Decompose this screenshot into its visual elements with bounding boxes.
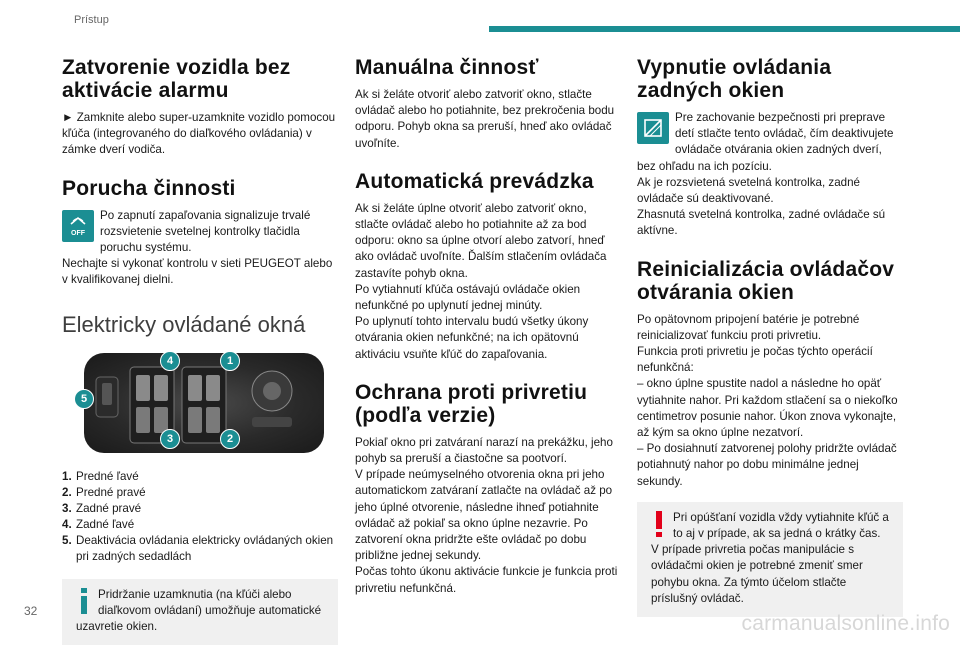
header-accent-bar xyxy=(489,26,960,32)
paragraph-interval: Po uplynutí tohto intervalu budú všetky úkony otvárania okien nefunkčné; na ich opätovnú aktiváciu vsuňte kľúč do zapaľovania. xyxy=(355,315,589,361)
paragraph-anti-pinch: Pokiaľ okno pri zatváraní narazí na prekážku, jeho pohyb sa preruší a čiastočne sa pootvorí. xyxy=(355,435,613,466)
paragraph-reinit-4: – Po dosiahnutí zatvorenej polohy pridržte ovládač potiahnutý nahor po dobu minimálne jednej sekundy. xyxy=(637,442,897,488)
callout-5: 5 xyxy=(74,389,94,409)
watermark: carmanualsonline.info xyxy=(741,612,950,635)
paragraph-anti-pinch-2: V prípade neúmyselného otvorenia okna pri jeho automatickom zatváraní zatlačte na ovládač až po jeho úplné otvorenie, následne ihneď potiahnite ovládač až pokiaľ sa okno úplne nezavrie. Po zatvorení okna pridržte ešte ovládač po dobu približne jednej sekundy. xyxy=(355,468,613,563)
paragraph-malfunction-check: Nechajte si vykonať kontrolu v sieti PEUGEOT alebo v kvalifikovanej dielni. xyxy=(62,257,333,287)
column-2 xyxy=(355,56,623,597)
warning-note xyxy=(637,502,903,617)
warning-text: Pri opúšťaní vozidla vždy vytiahnite kľúč a to aj v prípade, ak sa jedná o krátky čas. xyxy=(673,510,889,541)
warning-icon xyxy=(651,510,667,538)
paragraph-automatic-operation: Ak si želáte úplne otvoriť alebo zatvoriť okno, stlačte ovládač alebo ho potiahnite až za bod odporu: okno sa úplne otvorí alebo zatvorí, hneď ako ovládač uvoľníte. Ďalším stlačením ovládača zastavíte pohyb okna. xyxy=(355,201,607,280)
paragraph-key-removed: Po vytiahnutí kľúča ostávajú ovládače okien nefunkčné po uplynutí jednej minúty. xyxy=(355,282,581,313)
window-switch-panel-photo xyxy=(80,353,324,453)
paragraph-reinit-2: Funkcia proti privretiu je počas týchto operácií nefunkčná: xyxy=(637,345,873,375)
list-item: 1. Predné ľavé xyxy=(62,469,139,483)
svg-text:OFF: OFF xyxy=(71,229,85,237)
heading-manual-operation: Manuálna činnosť xyxy=(355,56,539,79)
paragraph-malfunction: Po zapnutí zapaľovania signalizuje trvalé rozsvietenie svetelnej kontrolky tlačidla poruchu systému. xyxy=(100,208,311,255)
paragraph-rear-lock-on: Ak je rozsvietená svetelná kontrolka, zadné ovládače sú deaktivované. xyxy=(637,175,860,206)
list-item: 3. Zadné pravé xyxy=(62,501,142,515)
paragraph-reinit-3: – okno úplne spustite nadol a následne ho opäť vytiahnite nahor. Pri každom stlačení sa o niekoľko centimetrov posunie nahor. Úkon znova vykonajte, až kým sa okno úplne nezatvorí. xyxy=(637,377,898,440)
callout-3: 3 xyxy=(160,429,180,449)
info-note xyxy=(62,579,338,645)
heading-rear-window-lock: Vypnutie ovládania zadných okien xyxy=(637,56,832,102)
heading-reinitialization: Reinicializácia ovládačov otvárania okien xyxy=(637,257,895,304)
list-item: 4. Zadné ľavé xyxy=(62,517,135,531)
heading-malfunction: Porucha činnosti xyxy=(62,176,236,200)
paragraph-reinit: Po opätovnom pripojení batérie je potrebné reinicializovať funkciu proti privretiu. xyxy=(637,312,860,342)
heading-electric-windows: Elektricky ovládané okná xyxy=(62,311,306,337)
malfunction-block xyxy=(62,208,338,289)
paragraph-manual-operation: Ak si želáte otvoriť alebo zatvoriť okno, stlačte ovládač alebo ho potiahnite, bez prekročenia bodu odporu. Pohyb okna sa preruší, hneď ako ovládač uvoľníte. xyxy=(355,88,615,150)
callout-4: 4 xyxy=(160,351,180,371)
paragraph-anti-pinch-3: Počas tohto úkonu aktivácie funkcie je funkcia proti privretiu nefunkčná. xyxy=(355,565,618,595)
heading-anti-pinch: Ochrana proti privretiu (podľa verzie) xyxy=(355,380,588,427)
heading-automatic-operation: Automatická prevádzka xyxy=(355,169,594,193)
column-1 xyxy=(62,56,338,645)
alarm-off-icon xyxy=(62,210,94,242)
column-3 xyxy=(637,56,903,617)
paragraph-rear-lock-off: Zhasnutá svetelná kontrolka, zadné ovládače sú aktívne. xyxy=(637,208,886,238)
info-icon xyxy=(76,587,92,615)
info-note-text: Pridržanie uzamknutia (na kľúči alebo diaľkovom ovládaní) umožňuje automatické uzavretie okien. xyxy=(76,587,322,634)
rear-window-lock-icon xyxy=(637,112,669,144)
paragraph-rear-lock: Pre zachovanie bezpečnosti pri preprave detí stlačte tento ovládač, čím deaktivujete ovládače otvárania okien zadných dverí, bez ohľadu na ich pozíciu. xyxy=(637,111,894,173)
page-number: 32 xyxy=(24,604,38,618)
paragraph-close-without-alarm: ► Zamknite alebo super-uzamknite vozidlo pomocou kľúča (integrovaného do diaľkového ovládania) v zámke dverí vodiča. xyxy=(62,111,336,157)
rear-lock-block xyxy=(637,110,903,240)
callout-1: 1 xyxy=(220,351,240,371)
callout-2: 2 xyxy=(220,429,240,449)
section-header: Prístup xyxy=(74,14,109,26)
warning-text-2: V prípade privretia počas manipulácie s ovládačmi okien je potrebné zmeniť smer pohybu okna. Za týmto účelom stlačte príslušný ovládač. xyxy=(651,543,863,605)
list-item: 5. Deaktivácia ovládania elektricky ovládaných okien pri zadných sedadlách xyxy=(62,533,334,563)
window-controls-list xyxy=(62,469,338,565)
heading-close-without-alarm: Zatvorenie vozidla bez aktivácie alarmu xyxy=(62,56,291,102)
list-item: 2. Predné pravé xyxy=(62,485,146,499)
